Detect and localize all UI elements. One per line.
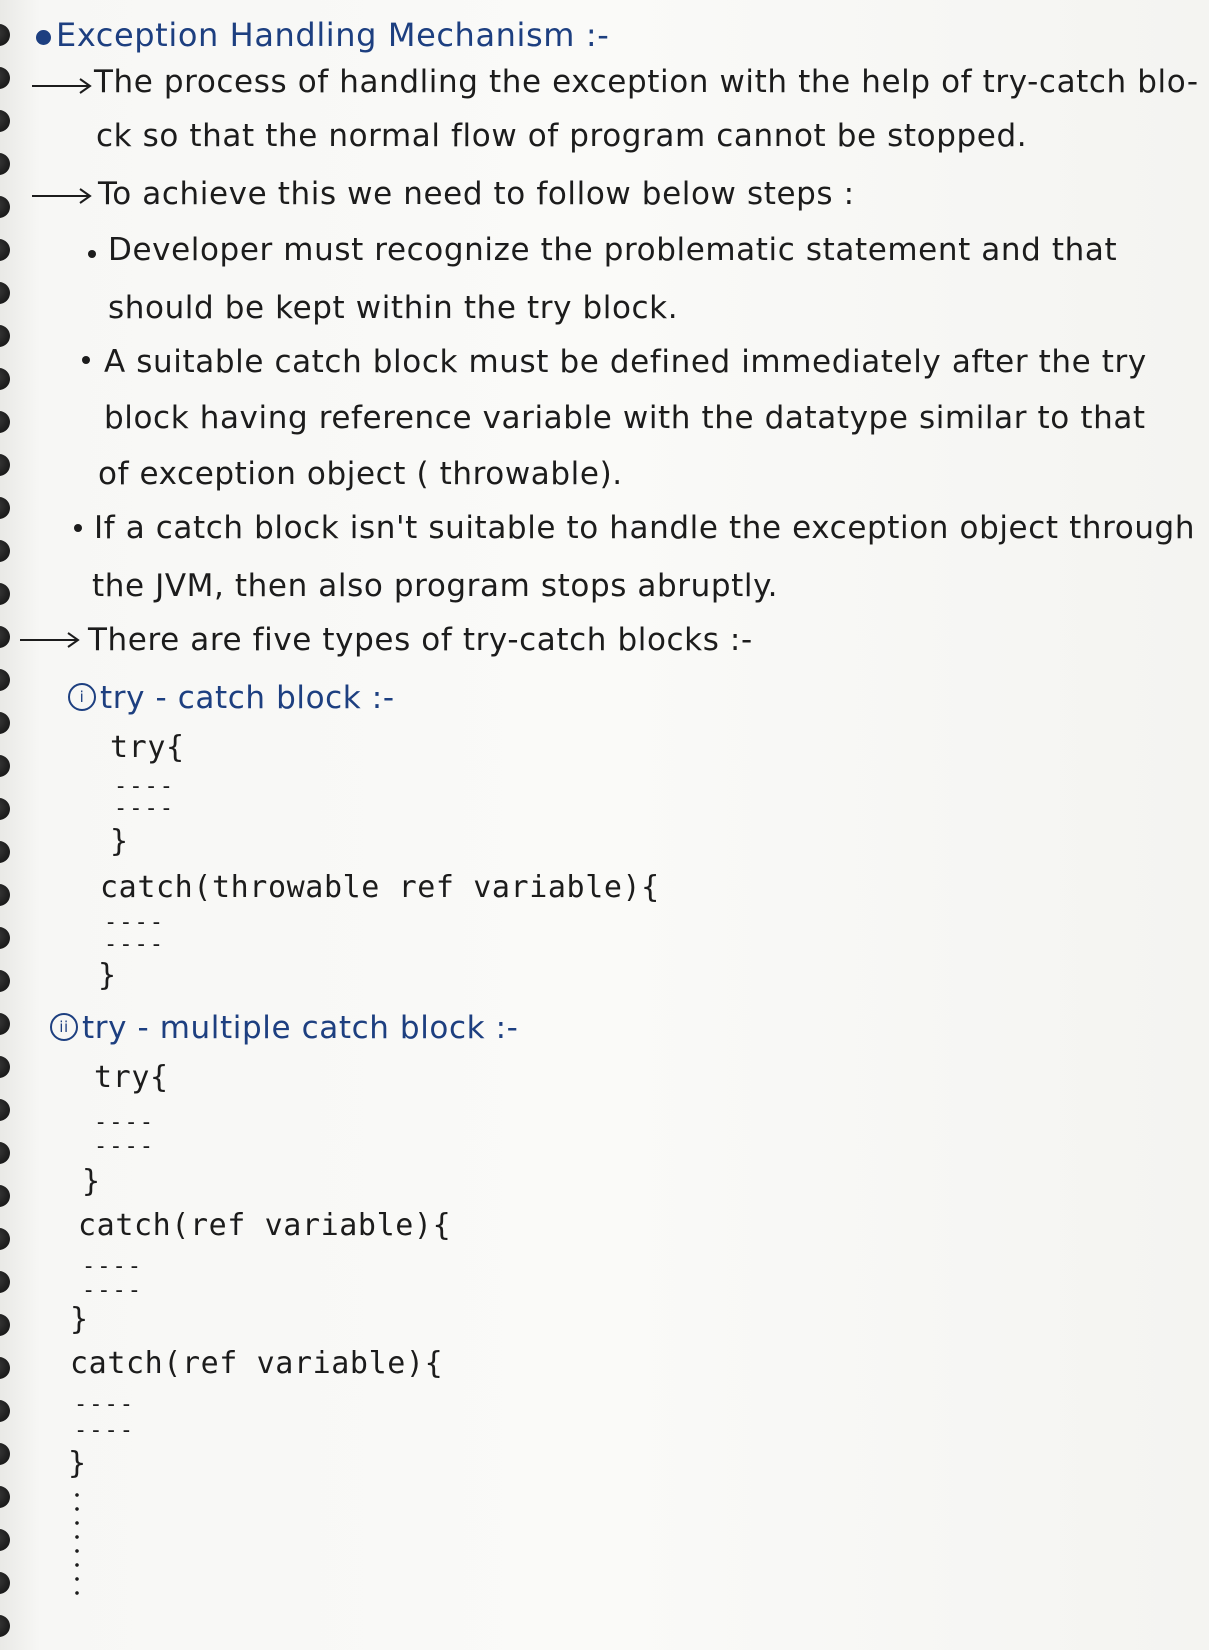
definition-line-1: The process of handling the exception with the help of try-catch blo- [94,64,1199,100]
binding-hole [0,798,10,820]
binding-hole [0,196,10,218]
binding-hole [0,497,10,519]
binding-hole [0,67,10,89]
step-2-line-3: of exception object ( throwable). [98,456,623,492]
code-placeholder-dashes: ---- [104,910,165,935]
type-2-catch-2-open: catch(ref variable){ [70,1346,444,1381]
binding-hole [0,368,10,390]
binding-hole [0,153,10,175]
binding-hole [0,540,10,562]
binding-hole [0,841,10,863]
definition-line-2: ck so that the normal flow of program cannot be stopped. [96,118,1028,154]
binding-hole [0,1099,10,1121]
binding-hole [0,755,10,777]
code-placeholder-dashes: ---- [104,932,165,957]
spiral-binding [0,0,24,1650]
binding-hole [0,110,10,132]
code-placeholder-dashes: ---- [114,774,175,799]
binding-hole [0,1529,10,1551]
steps-intro: To achieve this we need to follow below steps : [98,176,855,212]
binding-hole [0,1357,10,1379]
arrow-right-icon [30,186,94,206]
binding-hole [0,1400,10,1422]
step-3-line-2: the JVM, then also program stops abruptly. [92,568,779,604]
code-placeholder-dashes: ---- [94,1134,155,1159]
type-1-try-open: try{ [110,730,185,765]
binding-hole [0,583,10,605]
step-2-line-2: block having reference variable with the datatype similar to that [104,400,1146,436]
binding-hole [0,927,10,949]
type-1-heading [68,680,395,716]
types-intro: There are five types of try-catch blocks :- [88,622,753,658]
type-2-heading-text: try - multiple catch block :- [82,1010,519,1046]
type-2-catch-1-open: catch(ref variable){ [78,1208,452,1243]
code-placeholder-dashes: ---- [82,1254,143,1279]
binding-hole [0,669,10,691]
binding-hole [0,1185,10,1207]
code-placeholder-dashes: ---- [82,1278,143,1303]
type-1-catch-open: catch(throwable ref variable){ [100,870,660,905]
step-1-line-1: Developer must recognize the problematic statement and that [108,232,1118,268]
binding-hole [0,1013,10,1035]
continuation-dots [74,1488,80,1600]
binding-hole [0,1142,10,1164]
binding-hole [0,1271,10,1293]
binding-hole [0,411,10,433]
binding-hole [0,239,10,261]
binding-hole [0,970,10,992]
binding-hole [0,1314,10,1336]
type-1-heading-text: try - catch block :- [100,680,395,716]
code-placeholder-dashes: ---- [94,1110,155,1135]
arrow-right-icon [18,630,82,650]
binding-hole [0,454,10,476]
binding-hole [0,282,10,304]
type-1-try-close: } [110,824,129,859]
binding-hole [0,712,10,734]
binding-hole [0,1443,10,1465]
binding-hole [0,884,10,906]
page-title: Exception Handling Mechanism :- [56,16,610,54]
bullet-icon [74,524,82,532]
bullet-icon [88,250,96,258]
step-2-line-1: A suitable catch block must be defined immediately after the try [104,344,1147,380]
type-2-heading [50,1010,518,1046]
binding-hole [0,626,10,648]
binding-hole [0,1615,10,1637]
binding-hole [0,1572,10,1594]
type-2-catch-2-close: } [68,1446,87,1481]
code-placeholder-dashes: ---- [114,796,175,821]
binding-hole [0,1228,10,1250]
code-placeholder-dashes: ---- [74,1392,135,1417]
number-badge: ii [50,1013,78,1041]
title-bullet-icon [36,30,51,45]
type-1-catch-close: } [98,958,117,993]
binding-hole [0,1486,10,1508]
arrow-right-icon [30,76,94,96]
code-placeholder-dashes: ---- [74,1418,135,1443]
type-2-try-open: try{ [94,1060,169,1095]
type-2-try-close: } [82,1164,101,1199]
binding-hole [0,325,10,347]
bullet-icon [82,356,90,364]
binding-hole [0,24,10,46]
binding-hole [0,1056,10,1078]
step-1-line-2: should be kept within the try block. [108,290,679,326]
type-2-catch-1-close: } [70,1302,89,1337]
step-3-line-1: If a catch block isn't suitable to handle the exception object through [94,510,1196,546]
number-badge: i [68,683,96,711]
